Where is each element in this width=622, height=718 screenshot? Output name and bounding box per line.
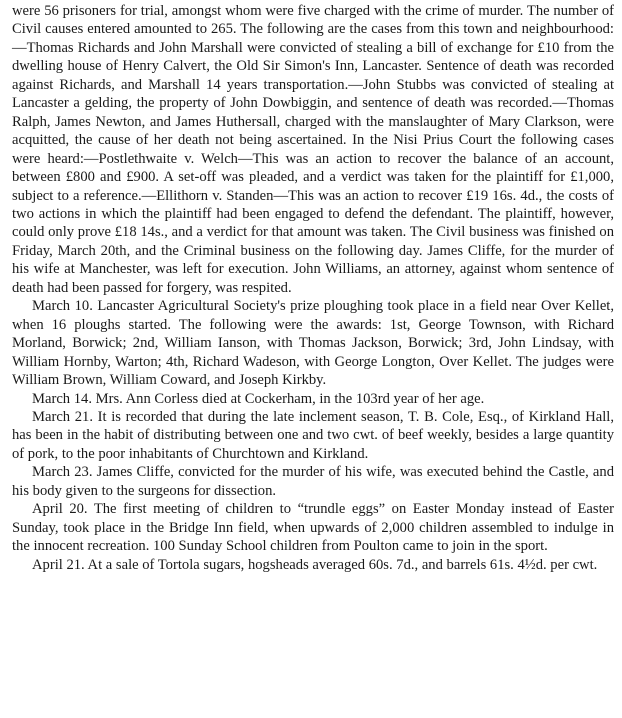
paragraph-march-23: March 23. James Cliffe, convicted for the murder of his wife, was executed behind the Castle, and his body given to the surgeons for dissection. (12, 464, 614, 499)
paragraph-april-21: April 21. At a sale of Tortola sugars, hogsheads averaged 60s. 7d., and barrels 61s. 4½d. per cwt. (32, 556, 598, 573)
paragraph-assizes: were 56 prisoners for trial, amongst whom were five charged with the crime of murder. The number of Civil causes entered amounted to 265. The following are the cases from this town and neighbourhood:—Thomas Richards and John Marshall were convicted of stealing a bill of exchange for £10 from the dwelling house of Henry Calvert, the Old Sir Simon's Inn, Lancaster. Sentence of death was recorded against Richards, and Marshall 14 years transportation.—John Stubbs was convicted of stealing at Lancaster a gelding, the property of John Dowbiggin, and sentence of death was recorded.—Thomas Ralph, James Newton, and James Huthersall, charged with the manslaughter of Mary Clarkson, were acquitted, the cause of her death not being ascertained. In the Nisi Prius Court the following cases were heard:—Postlethwaite v. Welch—This was an action to recover the balance of an account, between £800 and £900. A set-off was pleaded, and a verdict was taken for the plaintiff for £1,000, subject to a reference.—Ellithorn v. Standen—This was an action to recover £19 16s. 4d., the costs of two actions in which the plaintiff had been engaged to defend the defendant. The plaintiff, however, could only prove £18 14s., and a verdict for that amount was taken. The Civil business was finished on Friday, March 20th, and the Criminal business on the following day. James Cliffe, for the murder of his wife at Manchester, was left for execution. John Williams, an attorney, against whom sentence of death had been passed for forgery, was respited. (12, 3, 614, 296)
paragraph-april-20: April 20. The first meeting of children to “trundle eggs” on Easter Monday instead of Easter Sunday, took place in the Bridge Inn field, when upwards of 2,000 children assembled to indulge in the innocent recreation. 100 Sunday School children from Poulton came to join in the sport. (12, 501, 614, 555)
paragraph-march-14: March 14. Mrs. Ann Corless died at Cockerham, in the 103rd year of her age. (32, 390, 485, 407)
paragraph-march-21: March 21. It is recorded that during the late inclement season, T. B. Cole, Esq., of Kirkland Hall, has been in the habit of distributing between one and two cwt. of beef weekly, besides a large quantity of pork, to the poor inhabitants of Churchtown and Kirkland. (12, 408, 614, 462)
paragraph-march-10: March 10. Lancaster Agricultural Society's prize ploughing took place in a field near Over Kellet, when 16 ploughs started. The following were the awards: 1st, George Townson, with Richard Morland, Borwick; 2nd, William Ianson, with Thomas Jackson, Borwick; 3rd, John Lindsay, with William Hornby, Warton; 4th, Richard Wadeson, with George Longton, Over Kellet. The judges were William Brown, William Coward, and Joseph Kirkby. (12, 298, 614, 389)
